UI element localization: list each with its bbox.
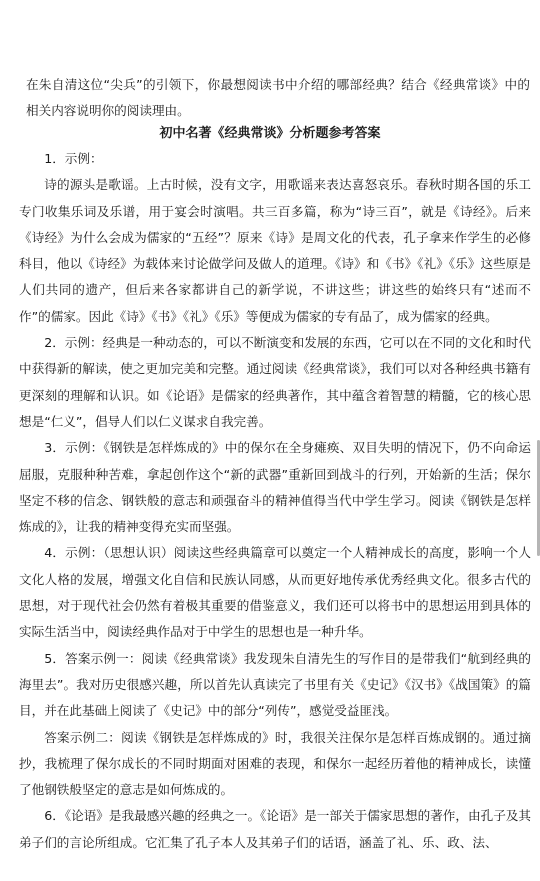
answer-1-paragraph: 诗的源头是歌谣。上古时候，没有文字，用歌谣来表达喜怒哀乐。春秋时期各国的乐工专门收集乐词及乐谱，用于宴会时演唱。共三百多篇，称为“诗三百”，就是《诗经》。后来《诗经》为什么会成为儒家的“五经”？原来《诗》是周文化的代表，孔子拿来作学生的必修科目，他以《诗经》为载体来讨论做学问及做人的道理。《诗》和《书》《礼》《乐》这些原是人们共同的遗产，但后来各家都讲自己的新学说，不讲这些；讲这些的始终只有“述而不作”的儒家。因此《诗》《书》《礼》《乐》等便成为儒家的专有品了，成为儒家的经典。: [19, 177, 531, 324]
answer-5-example-2: 答案示例二：阅读《钢铁是怎样炼成的》时，我很关注保尔是怎样百炼成钢的。通过摘抄，我梳理了保尔成长的不同时期面对困难的表现，和保尔一起经历着他的精神成长，读懂了他钢铁般坚定的意志是如何炼成的。: [19, 729, 531, 798]
answer-3-paragraph: 3．示例：《钢铁是怎样炼成的》中的保尔在全身瘫痪、双目失明的情况下，仍不向命运屈服，克服种种苦难，拿起创作这个“新的武器”重新回到战斗的行列，开始新的生活；保尔坚定不移的信念、钢铁般的意志和顽强奋斗的精神值得当代中学生学习。阅读《钢铁是怎样炼成的》，让我的精神变得充实而坚强。: [19, 440, 531, 535]
answer-6-paragraph: 6．《论语》是我最感兴趣的经典之一。《论语》是一部关于儒家思想的著作，由孔子及其弟子们的言论所组成。它汇集了孔子本人及其弟子们的话语，涵盖了礼、乐、政、法、: [19, 808, 531, 850]
page-title: 初中名著《经典常谈》分析题参考答案: [159, 126, 381, 141]
answer-1-heading: 1．示例：: [44, 151, 103, 166]
answer-body: [19, 146, 531, 856]
answer-5-example-1: 5．答案示例一：阅读《经典常谈》我发现朱自清先生的写作目的是带我们“航到经典的海里去”。我对历史很感兴趣，所以首先认真读完了书里有关《史记》《汉书》《战国策》的篇目，并在此基础上阅读了《史记》中的部分“列传”，感觉受益匪浅。: [19, 650, 531, 719]
answer-4-paragraph: 4．示例：（思想认识）阅读这些经典篇章可以奠定一个人精神成长的高度，影响一个人文化人格的发展，增强文化自信和民族认同感，从而更好地传承优秀经典文化。很多古代的思想，对于现代社会仍然有着极其重要的借鉴意义，我们还可以将书中的思想运用到具体的实际生活当中，阅读经典作品对于中学生的思想也是一种升华。: [19, 545, 531, 640]
question-text: 在朱自清这位“尖兵”的引领下，你最想阅读书中介绍的哪部经典？结合《经典常谈》中的相关内容说明你的阅读理由。: [26, 77, 530, 118]
answer-2-paragraph: 2．示例：经典是一种动态的，可以不断演变和发展的东西，它可以在不同的文化和时代中获得新的解读，使之更加完美和完整。通过阅读《经典常谈》，我们可以对各种经典书籍有更深刻的理解和认识。如《论语》是儒家的经典著作，其中蕴含着智慧的精髓，它的核心思想是“仁义”，倡导人们以仁义谋求自我完善。: [19, 335, 531, 429]
